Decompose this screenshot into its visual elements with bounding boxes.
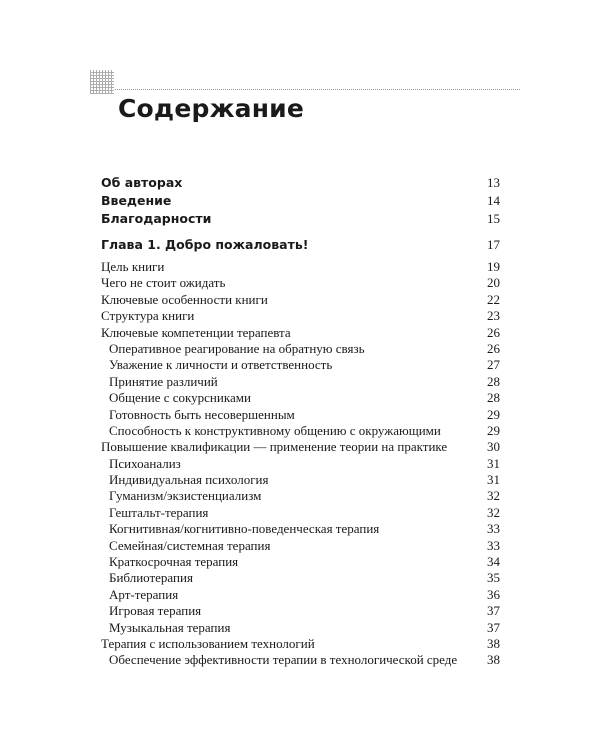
toc-entry-page: 26 <box>487 340 500 356</box>
dotted-rule <box>115 89 520 90</box>
toc-subentry[interactable] <box>101 620 500 636</box>
toc-entry-label: Краткосрочная терапия <box>109 554 239 570</box>
toc-chapter-1-title[interactable] <box>101 236 500 254</box>
toc-subentry[interactable] <box>101 488 500 504</box>
toc-subentry[interactable] <box>101 587 500 603</box>
toc-entry-label: Музыкальная терапия <box>109 619 231 635</box>
toc-entry-page: 14 <box>487 193 500 208</box>
toc-entry-label: Структура книги <box>101 308 195 324</box>
toc-entry-page: 32 <box>487 504 500 520</box>
toc-entry-introduction[interactable] <box>101 192 500 210</box>
toc-entry-page: 37 <box>487 603 500 619</box>
toc-entry-page: 15 <box>487 211 500 226</box>
toc-subentry[interactable] <box>101 456 500 472</box>
toc-entry[interactable] <box>101 275 500 291</box>
chapter-1-heading-block <box>101 236 500 254</box>
toc-entry-page: 34 <box>487 554 500 570</box>
toc-subentry[interactable] <box>101 374 500 390</box>
toc-entry-label: Уважение к личности и ответственность <box>109 357 333 373</box>
toc-entry-page: 38 <box>487 652 500 668</box>
toc-entry-page: 38 <box>487 635 500 651</box>
toc-entry-page: 32 <box>487 488 500 504</box>
toc-entry-page: 23 <box>487 308 500 324</box>
toc-entry-label: Цель книги <box>101 259 165 274</box>
toc-entry-label: Готовность быть несовершенным <box>109 406 295 422</box>
toc-entry-page: 37 <box>487 619 500 635</box>
toc-entry-page: 29 <box>487 406 500 422</box>
toc-entry[interactable] <box>101 292 500 308</box>
toc-entry[interactable] <box>101 325 500 341</box>
corner-ornament <box>90 70 114 94</box>
toc-entry-label: Введение <box>101 193 172 208</box>
toc-subentry[interactable] <box>101 603 500 619</box>
toc-entry-page: 36 <box>487 586 500 602</box>
toc-subentry[interactable] <box>101 652 500 668</box>
toc-subentry[interactable] <box>101 390 500 406</box>
toc-entry-label: Повышение квалификации — применение теории на практике <box>101 439 448 455</box>
page-title: Содержание <box>118 94 305 123</box>
toc-entry-label: Об авторах <box>101 175 183 190</box>
toc-subentry[interactable] <box>101 570 500 586</box>
toc-entry-label: Семейная/системная терапия <box>109 537 271 553</box>
toc-entry-page: 30 <box>487 439 500 455</box>
toc-entry-acknowledgements[interactable] <box>101 210 500 228</box>
toc-entry-page: 33 <box>487 521 500 537</box>
toc-entry-page: 31 <box>487 472 500 488</box>
toc-entry-label: Способность к конструктивному общению с окружающими <box>109 422 441 438</box>
toc-entry-label: Общение с сокурсниками <box>109 390 251 406</box>
toc-subentry[interactable] <box>101 341 500 357</box>
toc-entry-label: Чего не стоит ожидать <box>101 275 226 291</box>
toc-entry-page: 20 <box>487 275 500 291</box>
front-matter-list <box>101 174 500 228</box>
toc-entry-page: 28 <box>487 373 500 389</box>
toc-entry-label: Оперативное реагирование на обратную связь <box>109 340 365 356</box>
toc-entry-label: Принятие различий <box>109 373 218 389</box>
toc-entry-label: Когнитивная/когнитивно-поведенческая терапия <box>109 521 380 537</box>
toc-entry[interactable] <box>101 308 500 324</box>
toc-entry-label: Ключевые компетенции терапевта <box>101 324 291 340</box>
toc-entry-page: 26 <box>487 324 500 340</box>
toc-entry-page: 28 <box>487 390 500 406</box>
toc-entry-label: Гуманизм/экзистенциализм <box>109 488 262 504</box>
toc-entry-label: Благодарности <box>101 211 212 226</box>
toc-entry-label: Игровая терапия <box>109 603 202 619</box>
toc-subentry[interactable] <box>101 521 500 537</box>
toc-entry[interactable] <box>101 636 500 652</box>
toc-entry-page: 22 <box>487 291 500 307</box>
toc-entry-label: Индивидуальная психология <box>109 472 269 488</box>
toc-entry-page: 19 <box>487 259 500 274</box>
toc-entry-label: Обеспечение эффективности терапии в технологической среде <box>109 652 458 668</box>
toc-subentry[interactable] <box>101 472 500 488</box>
toc-entry-about-authors[interactable] <box>101 174 500 192</box>
toc-subentry[interactable] <box>101 423 500 439</box>
toc-entry-page: 31 <box>487 455 500 471</box>
chapter-title: Глава 1. Добро пожаловать! <box>101 237 309 252</box>
toc-entry-label: Гештальт-терапия <box>109 504 209 520</box>
toc-entry[interactable] <box>101 259 500 275</box>
toc-entry-label: Арт-терапия <box>109 586 179 602</box>
toc-subentry[interactable] <box>101 407 500 423</box>
toc-entry-page: 27 <box>487 357 500 373</box>
toc-entry-label: Ключевые особенности книги <box>101 291 268 307</box>
toc-subentry[interactable] <box>101 357 500 373</box>
chapter-1-entries <box>101 259 500 669</box>
toc-entry-page: 33 <box>487 537 500 553</box>
toc-entry-label: Библиотерапия <box>109 570 193 586</box>
toc-subentry[interactable] <box>101 505 500 521</box>
toc-subentry[interactable] <box>101 538 500 554</box>
toc-entry-label: Терапия с использованием технологий <box>101 635 315 651</box>
toc-entry-page: 13 <box>487 175 500 190</box>
toc-subentry[interactable] <box>101 554 500 570</box>
toc-entry-page: 29 <box>487 422 500 438</box>
toc-entry-label: Психоанализ <box>109 455 181 471</box>
toc-entry-page: 35 <box>487 570 500 586</box>
toc-entry[interactable] <box>101 439 500 455</box>
chapter-page: 17 <box>487 237 500 252</box>
